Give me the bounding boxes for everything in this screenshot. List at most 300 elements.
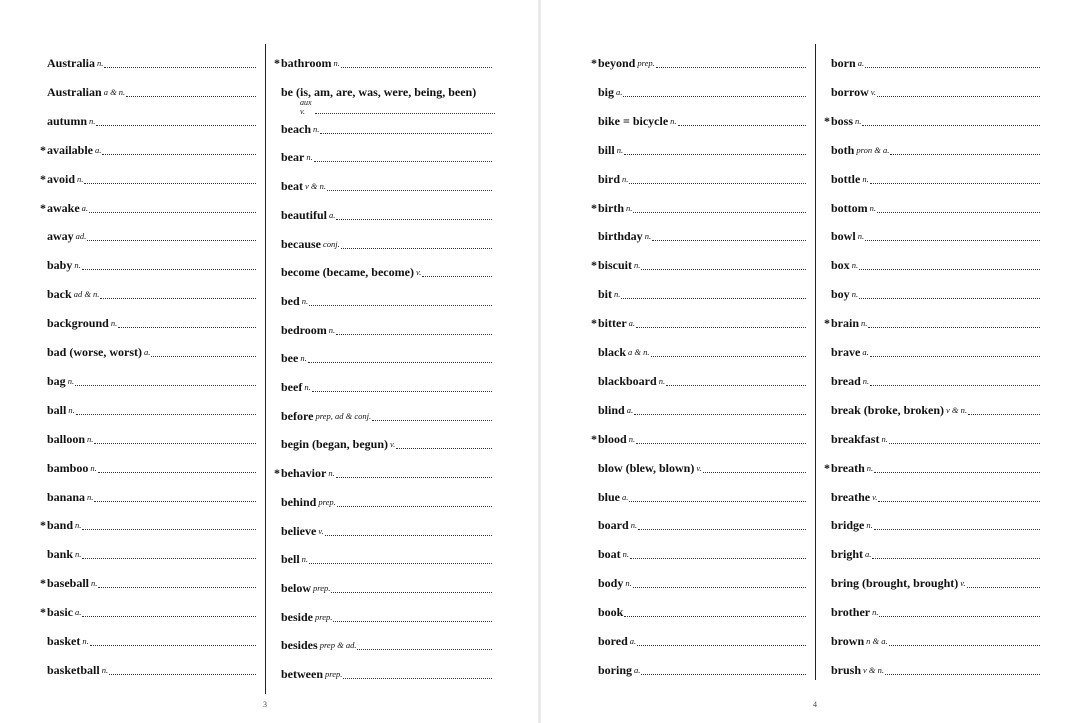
headword: be (is, am, are, was, were, being, been) [281, 84, 477, 99]
headword: awake [47, 200, 80, 215]
word-entry [824, 168, 1040, 186]
part-of-speech: n. [74, 260, 81, 271]
headword: breath [831, 460, 865, 475]
answer-line[interactable] [151, 355, 256, 357]
answer-line[interactable] [76, 413, 256, 415]
word-entry [274, 319, 492, 337]
part-of-speech: a. [622, 491, 629, 502]
word-entry [824, 341, 1040, 359]
answer-line[interactable] [372, 419, 492, 421]
answer-line[interactable] [703, 471, 806, 473]
word-entry [824, 514, 1040, 532]
part-of-speech: n. [872, 607, 879, 618]
headword: background [47, 316, 109, 331]
word-entry [824, 370, 1040, 388]
headword: board [598, 518, 629, 533]
headword: bright [831, 547, 864, 562]
answer-line[interactable] [325, 534, 492, 536]
answer-line[interactable] [314, 160, 492, 162]
answer-line[interactable] [336, 476, 492, 478]
word-entry [824, 601, 1040, 619]
headword: ball [47, 402, 67, 417]
part-of-speech: a. [75, 607, 82, 618]
word-entry [591, 370, 806, 388]
headword: box [831, 258, 850, 273]
headword: beside [281, 609, 314, 624]
part-of-speech: v. [960, 578, 966, 589]
answer-line[interactable] [333, 620, 492, 622]
part-of-speech: n. [625, 578, 632, 589]
headword: brain [831, 316, 860, 331]
answer-line[interactable] [630, 557, 806, 559]
answer-line[interactable] [629, 182, 806, 184]
answer-line[interactable] [874, 471, 1040, 473]
answer-line[interactable] [96, 124, 256, 126]
headword: born [831, 56, 856, 70]
answer-line[interactable] [320, 132, 492, 134]
part-of-speech: n. [77, 173, 84, 184]
answer-line[interactable] [859, 268, 1040, 270]
part-of-speech: a. [616, 86, 623, 97]
answer-line[interactable] [337, 505, 492, 507]
part-of-speech: prep. [313, 582, 331, 593]
headword: brother [831, 605, 871, 620]
answer-line[interactable] [874, 528, 1040, 530]
headword: bear [281, 150, 305, 165]
answer-line[interactable] [870, 355, 1040, 357]
word-entry [824, 110, 1040, 128]
word-entry [824, 139, 1040, 157]
star-marker: * [40, 605, 46, 620]
answer-line[interactable] [327, 189, 492, 191]
answer-line[interactable] [656, 66, 806, 68]
answer-line[interactable] [636, 442, 806, 444]
part-of-speech: n. [87, 491, 94, 502]
word-entry [274, 520, 492, 538]
headword: black [598, 345, 627, 359]
headword: Australia [47, 56, 95, 70]
word-entry [274, 433, 492, 451]
answer-line[interactable] [98, 586, 256, 588]
answer-line[interactable] [666, 384, 806, 386]
star-marker: * [274, 466, 280, 481]
answer-line[interactable] [633, 211, 806, 213]
part-of-speech: n. [328, 324, 336, 335]
word-entry [40, 52, 256, 70]
part-of-speech: v. [872, 491, 878, 502]
star-marker: * [40, 171, 46, 186]
headword: blow (blew, blown) [598, 460, 695, 475]
answer-line[interactable] [641, 268, 806, 270]
answer-line[interactable] [82, 528, 256, 530]
part-of-speech: n. [644, 231, 652, 242]
answer-line[interactable] [343, 677, 492, 679]
part-of-speech: n. [866, 462, 874, 473]
part-of-speech: n. [869, 202, 877, 213]
headword: baseball [47, 576, 90, 591]
page-3 [0, 0, 538, 723]
star-marker: * [40, 576, 46, 591]
answer-line[interactable] [89, 211, 256, 213]
part-of-speech: a. [81, 202, 89, 213]
part-of-speech: n. [862, 173, 869, 184]
part-of-speech: ad & n. [73, 289, 100, 300]
answer-line[interactable] [422, 275, 492, 277]
answer-line[interactable] [308, 361, 492, 363]
word-entry [824, 457, 1040, 475]
answer-line[interactable] [968, 413, 1040, 415]
part-of-speech: n. [89, 115, 96, 126]
headword: before [281, 408, 314, 423]
part-of-speech: prep & ad. [319, 640, 357, 651]
word-entry [591, 52, 806, 70]
star-marker: * [824, 316, 830, 331]
answer-line[interactable] [865, 66, 1040, 68]
headword: boat [598, 547, 621, 562]
answer-line[interactable] [312, 390, 492, 392]
word-entry [40, 514, 256, 532]
part-of-speech: n. [861, 318, 868, 329]
headword: bee [281, 351, 299, 366]
word-entry [591, 630, 806, 648]
part-of-speech: v. [696, 462, 702, 473]
headword: breakfast [831, 431, 880, 446]
part-of-speech: n. [626, 202, 633, 213]
word-entry [40, 543, 256, 561]
part-of-speech: a. [634, 664, 641, 675]
answer-line[interactable] [336, 218, 492, 220]
part-of-speech: n. [851, 289, 859, 300]
headword: bitter [598, 316, 627, 331]
word-entry [40, 283, 256, 301]
headword: birth [598, 200, 625, 215]
answer-line[interactable] [652, 239, 806, 241]
star-marker: * [591, 200, 597, 215]
headword: bird [598, 171, 621, 186]
word-entry [591, 225, 806, 243]
answer-line[interactable] [309, 304, 492, 306]
word-entry [40, 81, 256, 99]
star-marker: * [824, 460, 830, 475]
word-entry [824, 630, 1040, 648]
star-marker: * [591, 316, 597, 331]
word-entry [274, 261, 492, 279]
headword: biscuit [598, 258, 633, 273]
answer-line[interactable] [885, 673, 1040, 675]
headword: blood [598, 431, 627, 446]
star-marker: * [40, 518, 46, 533]
answer-line[interactable] [126, 95, 256, 97]
headword: bit [598, 287, 613, 302]
part-of-speech: a. [628, 318, 636, 329]
headword: bag [47, 373, 66, 388]
answer-line[interactable] [624, 153, 806, 155]
word-entry [591, 81, 806, 99]
answer-line[interactable] [870, 182, 1040, 184]
answer-line[interactable] [331, 591, 492, 593]
word-entry [824, 52, 1040, 70]
part-of-speech: a. [862, 347, 869, 357]
word-entry [591, 659, 806, 677]
part-of-speech: n. [328, 468, 335, 479]
word-entry [591, 572, 806, 590]
part-of-speech: n. [881, 433, 888, 444]
part-of-speech: aux v. [300, 97, 312, 116]
word-entry [591, 312, 806, 330]
headword: available [47, 142, 94, 157]
answer-line[interactable] [84, 182, 256, 184]
headword: bamboo [47, 460, 89, 475]
headword: bridge [831, 518, 865, 533]
word-entry [274, 81, 492, 99]
answer-line[interactable] [624, 615, 806, 617]
word-entry [274, 548, 492, 566]
word-entry [274, 233, 492, 251]
word-entry [591, 486, 806, 504]
answer-line[interactable] [859, 297, 1040, 299]
part-of-speech: a & n. [628, 347, 650, 357]
word-entry [40, 110, 256, 128]
part-of-speech: ad. [75, 231, 87, 242]
answer-line[interactable] [678, 124, 806, 126]
word-entry [824, 81, 1040, 99]
star-marker: * [591, 56, 597, 70]
headword: back [47, 287, 72, 302]
part-of-speech: n & a. [866, 636, 888, 646]
answer-line[interactable] [87, 239, 256, 241]
answer-line[interactable] [872, 557, 1040, 559]
word-entry [591, 341, 806, 359]
part-of-speech: n. [851, 260, 859, 271]
part-of-speech: n. [855, 115, 862, 126]
answer-line[interactable] [878, 500, 1040, 502]
answer-line[interactable] [336, 333, 492, 335]
answer-line[interactable] [877, 95, 1040, 97]
answer-line[interactable] [862, 124, 1040, 126]
headword: banana [47, 489, 86, 504]
answer-line[interactable] [637, 644, 806, 646]
answer-line[interactable] [890, 153, 1040, 155]
star-marker: * [591, 258, 597, 273]
part-of-speech: a. [329, 209, 336, 220]
part-of-speech: n. [634, 260, 641, 271]
headword: away [47, 229, 74, 244]
answer-line[interactable] [118, 326, 256, 328]
answer-line[interactable] [634, 413, 806, 415]
part-of-speech: a. [95, 144, 102, 155]
word-entry [40, 457, 256, 475]
word-entry [824, 225, 1040, 243]
part-of-speech: n. [857, 231, 865, 242]
answer-line[interactable] [396, 447, 492, 449]
part-of-speech: v. [870, 86, 877, 97]
headword: bread [831, 373, 861, 388]
part-of-speech: v & n. [946, 404, 968, 415]
part-of-speech: n. [75, 549, 82, 560]
headword: because [281, 236, 321, 251]
headword: breathe [831, 489, 871, 504]
answer-line[interactable] [102, 153, 256, 155]
word-entry [824, 312, 1040, 330]
answer-line[interactable] [82, 557, 256, 559]
word-entry [824, 254, 1040, 272]
part-of-speech: n. [614, 289, 621, 300]
headword: autumn [47, 113, 88, 128]
headword: bored [598, 634, 628, 648]
part-of-speech: n. [67, 375, 75, 386]
answer-line[interactable] [967, 586, 1040, 588]
answer-line[interactable] [109, 673, 256, 675]
part-of-speech: n. [301, 295, 309, 306]
word-entry [824, 659, 1040, 677]
word-entry [40, 254, 256, 272]
headword: band [47, 518, 74, 533]
answer-line[interactable] [870, 384, 1040, 386]
answer-line[interactable] [623, 95, 806, 97]
headword: bring (brought, brought) [831, 576, 959, 591]
star-marker: * [40, 142, 46, 157]
word-entry [591, 168, 806, 186]
part-of-speech: n. [866, 520, 873, 531]
page-number: 3 [263, 700, 267, 709]
word-entry [591, 457, 806, 475]
answer-line[interactable] [90, 644, 256, 646]
answer-line[interactable] [633, 586, 806, 588]
word-entry [40, 168, 256, 186]
part-of-speech: n. [670, 115, 677, 126]
headword: blind [598, 402, 625, 417]
headword: become (became, become) [281, 265, 414, 280]
part-of-speech-line [300, 98, 495, 116]
word-entry [824, 197, 1040, 215]
part-of-speech: n. [101, 664, 109, 675]
word-entry [274, 405, 492, 423]
answer-line[interactable] [889, 442, 1040, 444]
answer-line[interactable] [877, 211, 1040, 213]
word-entry [591, 283, 806, 301]
answer-line[interactable] [82, 268, 256, 270]
part-of-speech: n. [304, 382, 311, 392]
word-entry [40, 139, 256, 157]
headword: beat [281, 179, 303, 194]
word-entry [274, 663, 492, 681]
page-4 [541, 0, 1080, 723]
answer-line[interactable] [341, 247, 492, 249]
word-entry [591, 139, 806, 157]
part-of-speech: prep. [315, 611, 333, 622]
word-entry [824, 543, 1040, 561]
word-entry [40, 630, 256, 648]
answer-line[interactable] [868, 326, 1040, 328]
star-marker: * [274, 56, 280, 70]
part-of-speech: v. [415, 267, 422, 278]
word-entry [40, 572, 256, 590]
word-entry [274, 462, 492, 480]
headword: bank [47, 547, 74, 562]
word-entry [274, 347, 492, 365]
answer-line[interactable] [94, 442, 256, 444]
answer-line[interactable] [104, 66, 256, 68]
headword: brown [831, 634, 865, 648]
headword: between [281, 667, 323, 681]
part-of-speech: n. [628, 433, 636, 444]
answer-line[interactable] [98, 471, 256, 473]
headword: bell [281, 552, 300, 567]
part-of-speech: prep. [637, 58, 655, 68]
word-entry [40, 601, 256, 619]
headword: book [598, 605, 624, 620]
word-entry [824, 572, 1040, 590]
answer-line[interactable] [621, 297, 806, 299]
headword: brave [831, 345, 861, 359]
headword: besides [281, 638, 318, 653]
answer-line[interactable] [100, 297, 256, 299]
part-of-speech: a. [629, 636, 637, 646]
part-of-speech: n. [862, 375, 870, 386]
part-of-speech: n. [82, 636, 89, 646]
word-entry [274, 52, 492, 70]
part-of-speech: n. [313, 123, 320, 134]
word-entry [274, 146, 492, 164]
word-entry [591, 514, 806, 532]
part-of-speech: n. [87, 433, 94, 444]
word-entry [824, 486, 1040, 504]
headword: beautiful [281, 207, 328, 222]
headword: blue [598, 489, 621, 504]
headword: boy [831, 287, 850, 302]
headword: bottle [831, 171, 861, 186]
answer-line[interactable] [629, 500, 806, 502]
headword: bedroom [281, 322, 327, 337]
headword: beef [281, 380, 303, 394]
answer-line[interactable] [315, 112, 495, 114]
answer-line[interactable] [651, 355, 806, 357]
answer-line[interactable] [309, 562, 492, 564]
part-of-speech: pron & a. [856, 144, 890, 155]
headword: body [598, 576, 624, 591]
headword: beyond [598, 56, 636, 70]
answer-line[interactable] [75, 384, 256, 386]
answer-line[interactable] [641, 673, 806, 675]
part-of-speech: n. [306, 152, 313, 163]
answer-line[interactable] [865, 239, 1040, 241]
headword: believe [281, 523, 317, 538]
word-entry [40, 197, 256, 215]
word-entry [824, 399, 1040, 417]
answer-line[interactable] [636, 326, 806, 328]
part-of-speech: n. [300, 353, 307, 364]
part-of-speech: n. [110, 318, 118, 329]
headword: bowl [831, 229, 856, 244]
answer-line[interactable] [341, 66, 492, 68]
answer-line[interactable] [879, 615, 1040, 617]
answer-line[interactable] [357, 648, 492, 650]
part-of-speech: n. [91, 578, 98, 589]
headword: below [281, 580, 311, 595]
word-entry [40, 225, 256, 243]
answer-line[interactable] [889, 644, 1040, 646]
column-divider [815, 44, 816, 680]
word-entry [274, 491, 492, 509]
part-of-speech: n. [622, 549, 630, 560]
headword: bottom [831, 200, 868, 215]
answer-line[interactable] [82, 615, 256, 617]
headword: boring [598, 662, 633, 677]
page-number: 4 [813, 700, 817, 709]
answer-line[interactable] [94, 500, 256, 502]
answer-line[interactable] [638, 528, 806, 530]
part-of-speech: n. [90, 462, 97, 473]
